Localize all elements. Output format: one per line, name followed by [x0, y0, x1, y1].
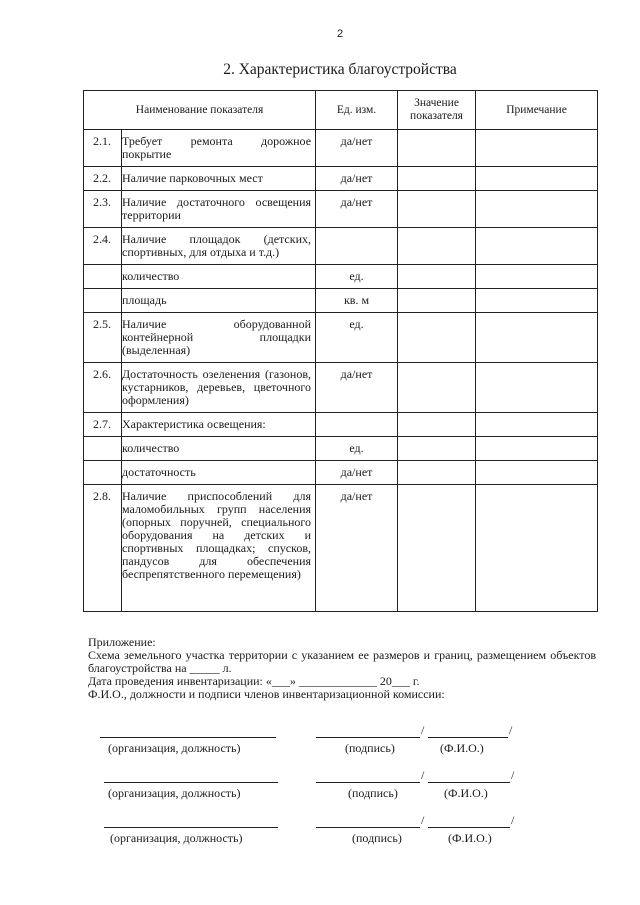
row-name: количество [122, 265, 316, 289]
header-value: Значение показателя [398, 91, 476, 130]
row-unit: да/нет [316, 191, 398, 228]
note-cell [476, 413, 598, 437]
row-number: 2.3. [84, 191, 122, 228]
table-row [84, 461, 598, 485]
fio-line [428, 827, 510, 828]
row-unit: кв. м [316, 289, 398, 313]
row-number: 2.6. [84, 363, 122, 413]
row-name: Требует ремонта дорожное покрытие [122, 130, 316, 167]
row-unit: да/нет [316, 167, 398, 191]
fio-caption: (Ф.И.О.) [448, 831, 492, 845]
table-row [84, 228, 598, 265]
sign-caption: (подпись) [348, 786, 398, 800]
row-number [84, 265, 122, 289]
commission-label: Ф.И.О., должности и подписи членов инвентаризационной комиссии: [88, 687, 445, 701]
signature-line [316, 782, 420, 783]
note-cell [476, 313, 598, 363]
signature-slash: / [421, 768, 425, 782]
row-unit: да/нет [316, 485, 398, 612]
signature-line [316, 827, 420, 828]
org-signature-line [104, 827, 278, 828]
characteristics-table [83, 90, 598, 612]
signature-end-slash: / [511, 768, 515, 782]
row-unit: да/нет [316, 461, 398, 485]
row-name: Наличие парковочных мест [122, 167, 316, 191]
row-unit: да/нет [316, 130, 398, 167]
value-cell [398, 228, 476, 265]
appendix-label: Приложение: [88, 635, 156, 649]
note-cell [476, 289, 598, 313]
row-name: Наличие достаточного освещения территории [122, 191, 316, 228]
row-name: Достаточность озеленения (газонов, кустарников, деревьев, цветочного оформления) [122, 363, 316, 413]
org-caption: (организация, должность) [108, 741, 241, 755]
signature-slash: / [421, 813, 425, 827]
value-cell [398, 485, 476, 612]
note-cell [476, 191, 598, 228]
table-row [84, 191, 598, 228]
table-row [84, 313, 598, 363]
signature-end-slash: / [509, 723, 513, 737]
row-name: Наличие оборудованной контейнерной площадки (выделенная) [122, 313, 316, 363]
row-number [84, 289, 122, 313]
header-note: Примечание [476, 91, 598, 130]
row-number: 2.5. [84, 313, 122, 363]
table-row [84, 265, 598, 289]
value-cell [398, 363, 476, 413]
value-cell [398, 461, 476, 485]
value-cell [398, 130, 476, 167]
sign-caption: (подпись) [345, 741, 395, 755]
note-cell [476, 228, 598, 265]
table-row [84, 130, 598, 167]
table-header-row [84, 91, 598, 130]
value-cell [398, 413, 476, 437]
row-number: 2.1. [84, 130, 122, 167]
row-unit: ед. [316, 265, 398, 289]
row-number: 2.2. [84, 167, 122, 191]
value-cell [398, 265, 476, 289]
row-name: Наличие приспособлений для маломобильных групп населения (опорных поручней, специального оборудования на детских и спортивных площадках; спусков, пандусов для обеспечения беспрепятственного перемещения) [122, 485, 316, 612]
header-name: Наименование показателя [84, 91, 316, 130]
table-row [84, 485, 598, 612]
value-cell [398, 437, 476, 461]
row-unit: да/нет [316, 363, 398, 413]
row-name: количество [122, 437, 316, 461]
note-cell [476, 363, 598, 413]
table-row [84, 437, 598, 461]
row-number: 2.8. [84, 485, 122, 612]
org-caption: (организация, должность) [108, 786, 241, 800]
table-row [84, 167, 598, 191]
value-cell [398, 167, 476, 191]
signature-line [316, 737, 420, 738]
table-row [84, 363, 598, 413]
row-unit [316, 228, 398, 265]
org-caption: (организация, должность) [110, 831, 243, 845]
row-number [84, 461, 122, 485]
table-row [84, 289, 598, 313]
value-cell [398, 289, 476, 313]
row-name: Наличие площадок (детских, спортивных, для отдыха и т.д.) [122, 228, 316, 265]
org-signature-line [100, 737, 276, 738]
sign-caption: (подпись) [352, 831, 402, 845]
value-cell [398, 313, 476, 363]
note-cell [476, 461, 598, 485]
row-unit: ед. [316, 437, 398, 461]
appendix-text: Схема земельного участка территории с указанием ее размеров и границ, размещением объектов благоустройства на _____ л. [88, 648, 596, 675]
fio-line [428, 782, 510, 783]
row-name: площадь [122, 289, 316, 313]
note-cell [476, 437, 598, 461]
row-number: 2.7. [84, 413, 122, 437]
row-name: Характеристика освещения: [122, 413, 316, 437]
org-signature-line [104, 782, 278, 783]
page-number: 2 [336, 28, 344, 40]
note-cell [476, 485, 598, 612]
signature-slash: / [421, 723, 425, 737]
row-unit [316, 413, 398, 437]
section-title: 2. Характеристика благоустройства [223, 61, 457, 78]
note-cell [476, 167, 598, 191]
appendix-block [88, 636, 596, 701]
signature-end-slash: / [511, 813, 515, 827]
header-unit: Ед. изм. [316, 91, 398, 130]
note-cell [476, 130, 598, 167]
table-row [84, 413, 598, 437]
row-number: 2.4. [84, 228, 122, 265]
inventory-date: Дата проведения инвентаризации: «___» _____________ 20___ г. [88, 674, 420, 688]
fio-line [428, 737, 508, 738]
fio-caption: (Ф.И.О.) [444, 786, 488, 800]
note-cell [476, 265, 598, 289]
value-cell [398, 191, 476, 228]
row-name: достаточность [122, 461, 316, 485]
row-number [84, 437, 122, 461]
row-unit: ед. [316, 313, 398, 363]
fio-caption: (Ф.И.О.) [440, 741, 484, 755]
